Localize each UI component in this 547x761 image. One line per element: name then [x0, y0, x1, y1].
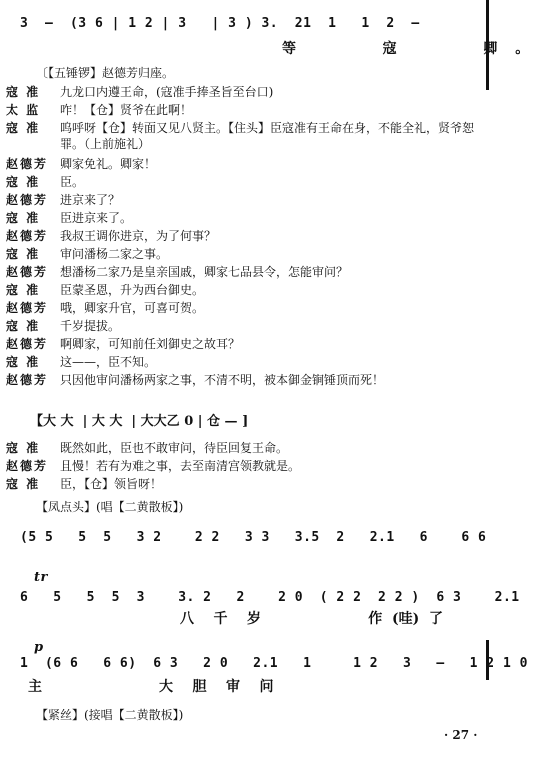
- speaker-name: 寇 准: [6, 283, 41, 297]
- speaker-name: 太 监: [6, 103, 41, 117]
- dialogue-text: 九龙口内遵王命，(寇准手捧圣旨至台口): [60, 85, 274, 99]
- speaker-name: 赵德芳: [6, 157, 49, 171]
- speaker-name: 赵德芳: [6, 459, 49, 473]
- dialogue-text: 我叔王调你进京，为了何事？: [60, 229, 217, 243]
- score-lyrics: 等 寇 卿。: [282, 41, 547, 57]
- stage-direction: 〔【五锤锣】赵德芳归座。: [36, 66, 175, 80]
- speaker-name: 寇 准: [6, 175, 41, 189]
- speaker-name: 赵德芳: [6, 193, 49, 207]
- stage-direction: 【凤点头】(唱【二黄散板】): [36, 500, 184, 514]
- score-notation: 1 (6 6 6 6) 6 3 2 0 2.1 1 1 2 3 – 1 2 1 0: [20, 656, 528, 671]
- dialogue-text: 臣，【仓】领旨呀！: [60, 477, 163, 491]
- dialogue-text: 呜呼呀【仓】转面又见八贤主。【住头】臣寇准有王命在身，不能全礼，贤爷恕罪。（上前施礼）: [60, 121, 475, 151]
- dialogue-text: 这——，臣不知。: [60, 355, 157, 369]
- dialogue-text: 既然如此，臣也不敢审问，待臣回复王命。: [60, 441, 289, 455]
- dialogue-text: 且慢！若有为难之事，去至南清宫领教就是。: [60, 459, 301, 473]
- speaker-name: 寇 准: [6, 319, 41, 333]
- dialogue-text: 只因他审问潘杨两家之事，不清不明，被本御金锏锤顶而死！: [60, 373, 385, 387]
- speaker-name: 寇 准: [6, 355, 41, 369]
- speaker-name: 寇 准: [6, 441, 41, 455]
- dialogue-text: 想潘杨二家乃是皇亲国戚，卿家七品县令，怎能审问？: [60, 265, 349, 279]
- speaker-name: 赵德芳: [6, 373, 49, 387]
- speaker-name: 寇 准: [6, 477, 41, 491]
- speaker-name: 赵德芳: [6, 229, 49, 243]
- dialogue-text: 臣进京来了。: [60, 211, 133, 225]
- score-notation: (5 5 5 5 3 2 2 2 3 3 3.5 2 2.1 6 6 6: [20, 530, 487, 545]
- dialogue-text: 咋！【仓】贤爷在此啊！: [60, 103, 193, 117]
- dialogue-text: 千岁提拔。: [60, 319, 121, 333]
- score-lyrics: 主 大 胆 审 问: [28, 679, 274, 695]
- dialogue-text: 审问潘杨二家之事。: [60, 247, 169, 261]
- dialogue-text: 哦，卿家升官，可喜可贺。: [60, 301, 205, 315]
- dialogue-text: 进京来了？: [60, 193, 121, 207]
- dynamic-mark: p: [34, 640, 44, 655]
- trill-mark: tr: [34, 570, 48, 585]
- percussion-notation: 【大 大 | 大 大 | 大大乙 0 | 仓 — ]: [30, 414, 249, 429]
- speaker-name: 赵德芳: [6, 337, 49, 351]
- dialogue-text: 啊卿家，可知前任刘御史之故耳？: [60, 337, 241, 351]
- score-lyrics: 八 千 岁 作 (哇) 了: [180, 611, 443, 627]
- page-number: · 27 ·: [444, 728, 478, 742]
- dialogue-text: 卿家免礼。卿家！: [60, 157, 157, 171]
- score-notation: 6 5 5 5 3 3. 2 2 2 0 ( 2 2 2 2 ) 6 3 2.1: [20, 590, 520, 605]
- score-notation: 3 – (3 6 | 1 2 | 3 | 3 ) 3. 21 1 1 2 –: [20, 16, 420, 31]
- speaker-name: 寇 准: [6, 121, 41, 135]
- dialogue-text: 臣蒙圣恩，升为西台御史。: [60, 283, 205, 297]
- speaker-name: 赵德芳: [6, 301, 49, 315]
- stage-direction: 【紧丝】(接唱【二黄散板】): [36, 708, 184, 722]
- speaker-name: 寇 准: [6, 85, 41, 99]
- speaker-name: 赵德芳: [6, 265, 49, 279]
- speaker-name: 寇 准: [6, 211, 41, 225]
- speaker-name: 寇 准: [6, 247, 41, 261]
- dialogue-text: 臣。: [60, 175, 85, 189]
